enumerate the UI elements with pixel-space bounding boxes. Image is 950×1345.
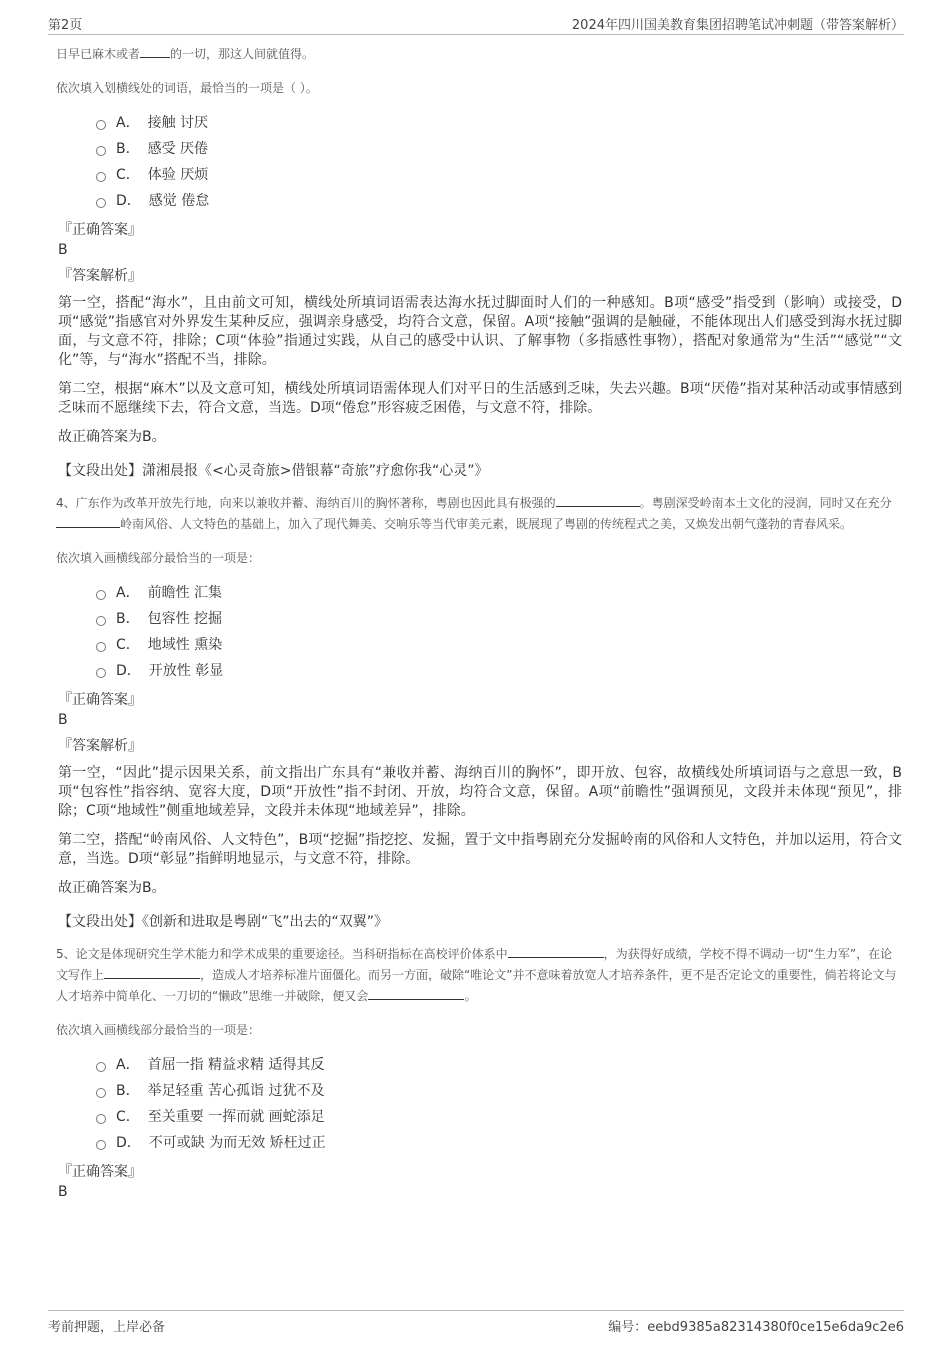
option-c[interactable]: C． 地域性 熏染 bbox=[96, 632, 902, 658]
option-a[interactable]: A． 首屈一指 精益求精 适得其反 bbox=[96, 1052, 902, 1078]
document-title: 2024年四川国美教育集团招聘笔试冲刺题（带答案解析） bbox=[571, 18, 904, 33]
analysis-heading: 『答案解析』 bbox=[58, 268, 142, 284]
option-b[interactable]: B． 举足轻重 苦心孤诣 过犹不及 bbox=[96, 1078, 902, 1104]
question-3-text-tail bbox=[56, 44, 902, 65]
option-c[interactable]: C． 体验 厌烦 bbox=[96, 162, 902, 188]
fill-blank bbox=[508, 945, 604, 958]
radio-icon[interactable] bbox=[96, 1062, 106, 1072]
question-text: 日早已麻木或者 bbox=[56, 47, 141, 61]
analysis-paragraph: 第一空，“因此”提示因果关系，前文指出广东具有“兼收并蓄、海纳百川的胸怀”，即开放、包容，故横线处所填词语与之意思一致，B项“包容性”指容纳、宽容大度，D项“开放性”指不封闭、开放，均符合文意，保留。A项“前瞻性”强调预见，文段并未体现“预见”，排除；C项“地域性”侧重地域差异，文段并未体现“地域差异”，排除。 bbox=[58, 765, 902, 819]
radio-icon[interactable] bbox=[96, 1140, 106, 1150]
answer-heading: 『正确答案』 bbox=[58, 692, 142, 708]
radio-icon[interactable] bbox=[96, 198, 106, 208]
analysis-heading: 『答案解析』 bbox=[58, 738, 142, 754]
document-id: 编号：eebd9385a82314380f0ce15e6da9c2e6 bbox=[608, 1320, 904, 1335]
analysis-conclusion: 故正确答案为B。 bbox=[58, 429, 166, 445]
question-4-prompt: 依次填入画横线部分最恰当的一项是： bbox=[56, 551, 261, 565]
radio-icon[interactable] bbox=[96, 120, 106, 130]
radio-icon[interactable] bbox=[96, 146, 106, 156]
radio-icon[interactable] bbox=[96, 642, 106, 652]
analysis-paragraph: 第二空，根据“麻木”以及文意可知，横线处所填词语需体现人们对平日的生活感到乏味，失去兴趣。B项“厌倦”指对某种活动或事情感到乏味而不愿继续下去，符合文意，当选。D项“倦怠”形容疲乏困倦，与文意不符，排除。 bbox=[58, 381, 902, 416]
option-d[interactable]: D． 不可或缺 为而无效 矫枉过正 bbox=[96, 1130, 902, 1156]
page-number: 第2页 bbox=[48, 18, 83, 33]
option-b[interactable]: B． 包容性 挖掘 bbox=[96, 606, 902, 632]
question-4-text: 4、广东作为改革开放先行地，向来以兼收并蓄、海纳百川的胸怀著称，粤剧也因此具有极强的 。粤剧深受岭南本土文化的浸润，同时又在充分岭南风俗、人文特色的基础上，加入了现代舞美、交响乐等当代审美元素，既展现了粤剧的传统程式之美，又焕发出朝气蓬勃的青春风采。 bbox=[56, 496, 892, 531]
fill-blank bbox=[556, 494, 640, 507]
fill-blank bbox=[104, 966, 200, 979]
option-d[interactable]: D． 开放性 彰显 bbox=[96, 658, 902, 684]
analysis-paragraph: 第一空，搭配“海水”，且由前文可知，横线处所填词语需表达海水抚过脚面时人们的一种感知。B项“感受”指受到（影响）或接受，D项“感觉”指感官对外界发生某种反应，强调亲身感受，均符合文意，保留。A项“接触”强调的是触碰，不能体现出人们感受到海水抚过脚面，与文意不符，排除；C项“体验”指通过实践，从自己的感受中认识、了解事物（多指感性事物），搭配对象通常为“生活”“感觉”“文化”等，与“海水”搭配不当，排除。 bbox=[58, 295, 902, 368]
option-c[interactable]: C． 至关重要 一挥而就 画蛇添足 bbox=[96, 1104, 902, 1130]
page-header bbox=[48, 14, 904, 35]
analysis-paragraph: 第二空，搭配“岭南风俗、人文特色”，B项“挖掘”指挖挖、发掘，置于文中指粤剧充分发掘岭南的风俗和人文特色，并加以运用，符合文意，当选。D项“彰显”指鲜明地显示，与文意不符，排除。 bbox=[58, 832, 902, 867]
question-5-prompt: 依次填入画横线部分最恰当的一项是： bbox=[56, 1023, 261, 1037]
option-a[interactable]: A． 接触 讨厌 bbox=[96, 110, 902, 136]
answer-value: B bbox=[58, 242, 68, 258]
source-citation: 【文段出处】潇湘晨报《<心灵奇旅>借银幕“奇旅”疗愈你我“心灵”》 bbox=[58, 463, 489, 479]
answer-heading: 『正确答案』 bbox=[58, 222, 142, 238]
radio-icon[interactable] bbox=[96, 590, 106, 600]
option-b[interactable]: B． 感受 厌倦 bbox=[96, 136, 902, 162]
fill-blank bbox=[140, 45, 170, 58]
option-d[interactable]: D． 感觉 倦怠 bbox=[96, 188, 902, 214]
radio-icon[interactable] bbox=[96, 172, 106, 182]
option-a[interactable]: A． 前瞻性 汇集 bbox=[96, 580, 902, 606]
radio-icon[interactable] bbox=[96, 668, 106, 678]
question-3-prompt: 依次填入划横线处的词语，最恰当的一项是（ ）。 bbox=[56, 81, 318, 95]
question-5-text: 5、论文是体现研究生学术能力和学术成果的重要途径。当科研指标在高校评价体系中 ，为获得好成绩，学校不得不调动一切“生力军”，在论文写作上 ，造成人才培养标准片面僵化。而另一方面，破除“唯论文”并不意味着放宽人才培养条件，更不是否定论文的重要性，倘若将论文与人才培养中简单化、一刀切的“懒政”思维一并破除，便又会 。 bbox=[56, 947, 897, 1003]
footer-slogan: 考前押题，上岸必备 bbox=[48, 1320, 166, 1335]
page-footer bbox=[48, 1310, 904, 1333]
answer-value: B bbox=[58, 1184, 68, 1200]
answer-value: B bbox=[58, 712, 68, 728]
radio-icon[interactable] bbox=[96, 616, 106, 626]
question-text: 的一切，那这人间就值得。 bbox=[170, 47, 315, 61]
main-content bbox=[56, 44, 902, 1202]
question-4-options bbox=[96, 580, 902, 684]
question-3-options bbox=[96, 110, 902, 214]
answer-heading: 『正确答案』 bbox=[58, 1164, 142, 1180]
source-citation: 【文段出处】《创新和进取是粤剧“飞”出去的“双翼”》 bbox=[58, 914, 389, 930]
radio-icon[interactable] bbox=[96, 1114, 106, 1124]
fill-blank bbox=[56, 515, 120, 528]
fill-blank bbox=[368, 987, 464, 1000]
question-5-options bbox=[96, 1052, 902, 1156]
analysis-conclusion: 故正确答案为B。 bbox=[58, 880, 166, 896]
radio-icon[interactable] bbox=[96, 1088, 106, 1098]
